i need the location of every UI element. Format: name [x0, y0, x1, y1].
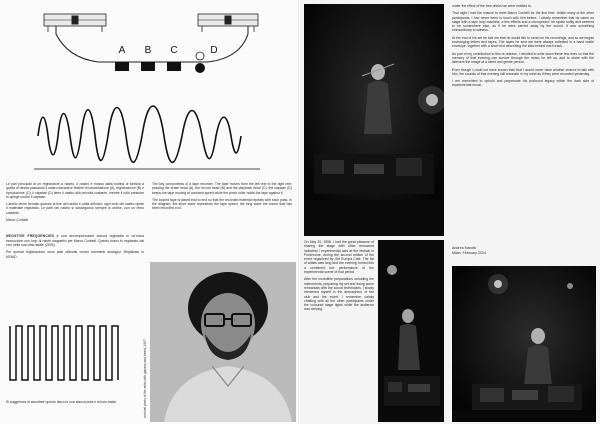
left-col1-para1: Le pari principali di un registratore a nastro. Il nastro è mosso dalla bobina di sinistra a quella di destra passando il nastro davanti le testine di cancellazione (A), registrazione (B) e riproduzione (C); il capstan (D) tiene il nastro alla velocità costante, mentre il rullo pressore lo spinge contro il capstan. — [6, 182, 144, 199]
left-col1-para4: Per questa registrazione sono stati utilizzati vecchi strumenti analogici. Registrato in MONO. — [6, 250, 144, 259]
playback-head-icon — [167, 62, 181, 71]
portrait-photo-caption: archival photo of the artist with glasses and beard, 1997 — [143, 339, 147, 418]
right-col1-para2: After the incredible preparations unfolding the instruments, preparing my set and doing some rehearsals with the sound technicians, I slowly immersed myself in the atmosphere of the club and the event. I remember calmly chatting with all the other participants under the coloured stage lights while the audience was arriving. — [304, 277, 374, 312]
erase-head-icon — [115, 62, 129, 71]
right-reel-icon — [198, 14, 258, 32]
head-label-c: C — [170, 45, 178, 56]
left-bottom-caption: Si suggerisce di ascoltare questo disco in una stanza buia e al buio totale. — [6, 400, 118, 404]
waveform-large — [38, 106, 241, 162]
album-title-heading: NEGATIVE FREQUENCIES — [6, 234, 55, 239]
left-reel-icon — [44, 14, 106, 32]
live-concert-photo-top — [304, 4, 444, 236]
left-col1-para3: è una decompressione sonora registrata in un'unica esecuzione con loop di nastri magnetici per Marco Corbelli. Questo brano fu registrato dal vivo nella sua città natale (2004). — [6, 234, 144, 247]
left-col1-author: Marco Corbelli — [6, 218, 28, 223]
tape-path — [56, 34, 248, 62]
right-col2-para1: under the effect of the free drinks we were entitled to. — [452, 4, 532, 8]
left-col2-text — [152, 182, 292, 258]
signature-name: Andrea Marutti — [452, 246, 476, 250]
right-col2-para2: That night I had the chance to meet Marco Corbelli for the first time. Unlike many of the other participants, I had never been in touch with him before. I clearly remember that he came on stage with a tape loop machine, a few effects and a microphone: he spoke softly and seemed to be somewhere else, as if he were carried away by the sound. It was something extraordinary to witness. — [452, 11, 594, 33]
left-col2-para2: The looped tape is joined end to end so that the recorded material repeats with each pass. In the diagram, the short wave represents the tape speed, the long wave the sound that has been recorded on it. — [152, 197, 292, 211]
right-col1-para1: On May 20, 1998, I had the great pleasure of sharing the stage with other renowned industrial / experimental acts at the festival in Pordenone, during the second edition of the event organized by Old Europa Cafe. The list of artists was long and the evening turned into a combined live performance of the experimental scene of that period. — [304, 240, 374, 275]
right-col2-para5: Even though I could not have known then that I would never have another chance to talk with him, the sounds of that evening still resonate in my mind as if they were recorded yesterday. — [452, 67, 594, 76]
right-col2-para4: As part of my contribution to this re-release, I decided to write down these few lines so that the memory of that evening can survive through the music he left us, and to share with the listeners the image of a silent and gentle person. — [452, 51, 594, 65]
record-head-icon — [141, 62, 155, 71]
live-concert-photo-right — [452, 266, 596, 422]
live-concert-photo-bottom — [378, 240, 444, 422]
head-label-d: D — [210, 45, 218, 56]
head-label-a: A — [118, 45, 126, 56]
head-label-b: B — [144, 45, 152, 56]
left-col2-para1: The key components of a tape recorder. The tape moves from the left reel to the right reel, passing the erase head (A), the record head (B) and the playback head (C); the capstan (D) keeps the tape moving at constant speed while the pinch roller holds the tape against it. — [152, 182, 292, 195]
left-col1-para2: L'anello viene formato quando la fine del nastro è unita all'inizio; ogni ciclo del nastro ripete il materiale registrato. Le parti del nastro si susseguono sempre in ordine, con un ritmo costante. — [6, 202, 144, 215]
right-page — [300, 0, 600, 424]
right-col2-text — [452, 4, 594, 244]
right-col1-text — [304, 240, 374, 422]
waveform-small — [8, 318, 128, 388]
artist-portrait-photo — [150, 262, 296, 422]
pinch-roller-icon — [196, 52, 204, 60]
right-col2-para3: At the end of his set he told me that he would like to send me his recordings, and so we began exchanging letters and tapes. The tapes he sent me were always collected in a hand made envelope, together with a short text describing the idea behind each track. — [452, 35, 594, 49]
right-col2-para6: I am committed to uphold and perpetuate his profound legacy within the dark side of experimental music. — [452, 79, 594, 88]
tape-recorder-diagram — [28, 6, 268, 174]
signature-place-date: Milan, February 2024 — [452, 250, 486, 255]
capstan-icon — [195, 63, 205, 73]
signature-block — [452, 246, 592, 255]
